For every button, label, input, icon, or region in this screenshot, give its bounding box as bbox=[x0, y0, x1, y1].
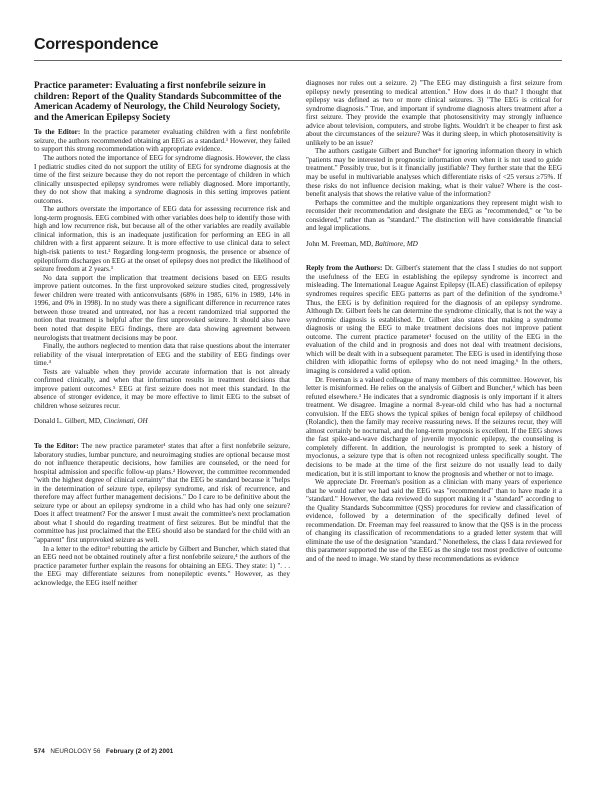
letter2-continued-paragraph-2: The authors castigate Gilbert and Buncher⁴ for ignoring information theory in which "patients may be interested in prognostic information even when it is not used to guide treatment." Possibly true, but is it financially justifiable? They further state that the EEG may be useful in multivariable analyses which differentiate risks of <25 versus ≥75%. If these risks do not influence decision making, what is their value? Where is the cost-benefit analysis that shows the relative value of the information? bbox=[306, 147, 562, 199]
right-column bbox=[306, 79, 562, 564]
letter1-paragraph-3: The authors overstate the importance of EEG data for assessing recurrence risk and long-term prognosis. EEG combined with other variables does help to identify those with high and low recurrence risk, but because all of the other variables are readily available clinical information, this is an inadequate justification for performing an EEG in all children with a first apparent seizure. It is more effective to use clinical data to select high-risk patients to test.² Regarding long-term prognosis, the presence or absence of epileptiform discharges on EEG at the onset of epilepsy does not predict the likelihood of seizure freedom at 2 years.³ bbox=[34, 205, 290, 274]
section-header: Correspondence bbox=[34, 36, 159, 53]
letter2-continued-paragraph-3: Perhaps the committee and the multiple organizations they represent might wish to reconsider their recommendation and designate the EEG as "recommended," or "to be considered," rather than as "standard." The distinction will have considerable financial and legal implications. bbox=[306, 198, 562, 233]
header-rule bbox=[34, 60, 562, 61]
letter1-paragraph-2: The authors noted the importance of EEG for syndrome diagnosis. However, the class I pediatric studies cited do not support the utility of EEG for syndrome diagnosis at the time of the first seizure because they do not report the percentage of children in which clinically unsuspected epilepsy syndromes were reliably diagnosed. More importantly, they do not show that making a syndrome diagnosis in this setting improves patient outcomes. bbox=[34, 154, 290, 205]
left-column bbox=[34, 80, 290, 587]
spacer bbox=[306, 248, 562, 264]
reply-label: Reply from the Authors: bbox=[306, 264, 383, 273]
letter1-paragraph-6: Tests are valuable when they provide accurate information that is not already confirmed clinically, and when that information results in treatment decisions that improve patient outcomes.⁵ EEG at first seizure does not meet this standard. In the absence of stronger evidence, it may be more effective to limit EEG to the subset of children whose seizures recur. bbox=[34, 367, 290, 410]
letter1-label: To the Editor: bbox=[34, 128, 81, 137]
article-title: Practice parameter: Evaluating a first nonfebrile seizure in children: Report of the Quality Standards Subcommittee of the American Academy of Neurology, the Child Neurology Society, and the American Epilepsy Society bbox=[34, 80, 282, 122]
letter1-paragraph-1: To the Editor: In the practice parameter evaluating children with a first nonfebrile seizure, the authors recommended obtaining an EEG as a standard.¹ However, they failed to support this strong recommendation with appropriate evidence. bbox=[34, 128, 290, 154]
letter2-paragraph-1: To the Editor: The new practice parameter¹ states that after a first nonfebrile seizure, laboratory studies, lumbar puncture, and neuroimaging studies are optional because most do not influence therapeutic decisions, how families are counseled, or the need for hospital admission and specific follow-up plans.² However, the committee recommended "with the highest degree of clinical certainty" that the EEG be standard because it "helps in the determination of seizure type, epilepsy syndrome, and risk of recurrence, and therefore may affect further management decisions." Do I care to be definitive about the seizure type or about an epilepsy syndrome in a child who has had only one seizure? Does it affect treatment? For the answer I must await the committee's next proclamation about what I should do regarding treatment of first seizures. But be mindful that the committee has just proclaimed that the EEG should also be standard for the child with an "apparent" first unprovoked seizure as well. bbox=[34, 441, 291, 544]
journal-name: NEUROLOGY 56 bbox=[50, 748, 101, 755]
letter2-label: To the Editor: bbox=[34, 441, 79, 450]
letter1-paragraph-4: No data support the implication that treatment decisions based on EEG results improve patient outcomes. In the first unprovoked seizure studies cited, progressively fewer children were treated with anticonvulsants (68% in 1985, 61% in 1989, 14% in 1996, and 0% in 1998). In no study was there a significant difference in recurrence rates between those treated and untreated, nor has a recent randomized trial supported the notion that treatment is helpful after the first unprovoked seizure. It should also have been noted that despite EEG findings, there are data showing agreement between neurologists that treatment decisions may be poor. bbox=[34, 273, 290, 342]
reply-paragraph-1: Reply from the Authors: Dr. Gilbert's statement that the class I studies do not support the usefulness of the EEG in establishing the epilepsy syndrome is incorrect and misleading. The International League Against Epilepsy (ILAE) classification of epilepsy syndromes requires specific EEG patterns as part of the definition of the syndrome.⁵ Thus, the EEG is by definition required for the diagnosis of an epilepsy syndrome. Although Dr. Gilbert feels he can determine the syndrome clinically, that is not the way a syndromic diagnosis is established. Dr. Gilbert also states that making a syndrome diagnosis or using the EEG to make treatment decisions does not improve patient outcome. The current practice parameter¹ focused on the utility of the EEG in the evaluation of the child and in prognosis and does not deal with treatment decisions, which will be dealt with in a subsequent parameter. The EEG is used in identifying those children with idiopathic forms of epilepsy who do not need imaging.⁶ In the others, imaging is considered a valid option. bbox=[306, 264, 562, 375]
letter2-paragraph-2: In a letter to the editor³ rebutting the article by Gilbert and Buncher, which stated that an EEG need not be obtained routinely after a first nonfebrile seizure,⁴ the authors of the practice parameter further explain the reasons for obtaining an EEG. They state: 1) ". . . the EEG may differentiate seizures from nonepileptic events." However, as they acknowledge, the EEG itself neither bbox=[34, 544, 290, 587]
issue-date: February (2 of 2) 2001 bbox=[106, 748, 174, 755]
letter2-signature: John M. Freeman, MD, Baltimore, MD bbox=[306, 239, 418, 248]
spacer bbox=[34, 426, 290, 442]
page-number: 574 bbox=[34, 748, 45, 755]
letter1-paragraph-5: Finally, the authors neglected to mention data that raise questions about the interrater reliability of the visual interpretation of EEG and the stability of EEG findings over time.⁴ bbox=[34, 342, 290, 368]
letter2-continued-paragraph-1: diagnoses nor rules out a seizure. 2) "The EEG may distinguish a first seizure from epilepsy newly presenting to medical attention." How does it do that? I thought that epilepsy was defined as two or more clinical seizures. 3) "The EEG is critical for syndrome diagnosis." True, and important if syndrome diagnosis alters treatment after a first seizure. They provide the example that photosensitivity may strongly influence advice about television, computers, and strobe lights. Wouldn't it be cheaper to first ask about the circumstances of the seizure? Was it during sleep, in which photosensitivity is unlikely to be an issue? bbox=[306, 79, 562, 147]
reply-paragraph-3: We appreciate Dr. Freeman's position as a clinician with many years of experience that he would rather we had said the EEG was "recommended" than to have made it a "standard." However, the data reviewed do support making it a "standard" according to the Quality Standards Subcommittee (QSS) procedures for review and classification of evidence, followed by a determination of the specifically defined level of recommendation. Dr. Freeman may feel reassured to know that the QSS is in the process of changing its classification of recommendations to a graded letter system that will eliminate the use of the designation "standard." Nonetheless, the class I data reviewed for this parameter supported the use of the EEG as the single test most predictive of outcome and of the need to image. We stand by these recommendations as evidence bbox=[306, 478, 562, 563]
letter1-signature: Donald L. Gilbert, MD, Cincinnati, OH bbox=[34, 417, 148, 426]
reply-paragraph-2: Dr. Freeman is a valued colleague of many members of this committee. However, his letter is misinformed. He relies on the analysis of Gilbert and Buncher,⁴ which has been refuted elsewhere.³ He indicates that a syndromic diagnosis is only important if it alters treatment. We disagree. Imagine a normal 8-year-old child who has had a nocturnal convulsion. If the EEG shows the typical spikes of benign focal epilepsy of childhood (Rolandic), then the family may receive reassuring news. If the seizures recur, they will almost certainly be nocturnal, and the long-term prognosis is excellent. If the EEG shows the fast spike-and-wave discharge of juvenile myoclonic epilepsy, the counseling is completely different. In addition, the neurologist is prompted to seek a history of myoclonus, a seizure type that is often not recognized unless specifically sought. The decisions to be made at the time of the first seizure do not usually lead to daily medication, but it is still important to know the prognosis and whether or not to image. bbox=[306, 375, 562, 478]
page-footer bbox=[34, 748, 173, 755]
